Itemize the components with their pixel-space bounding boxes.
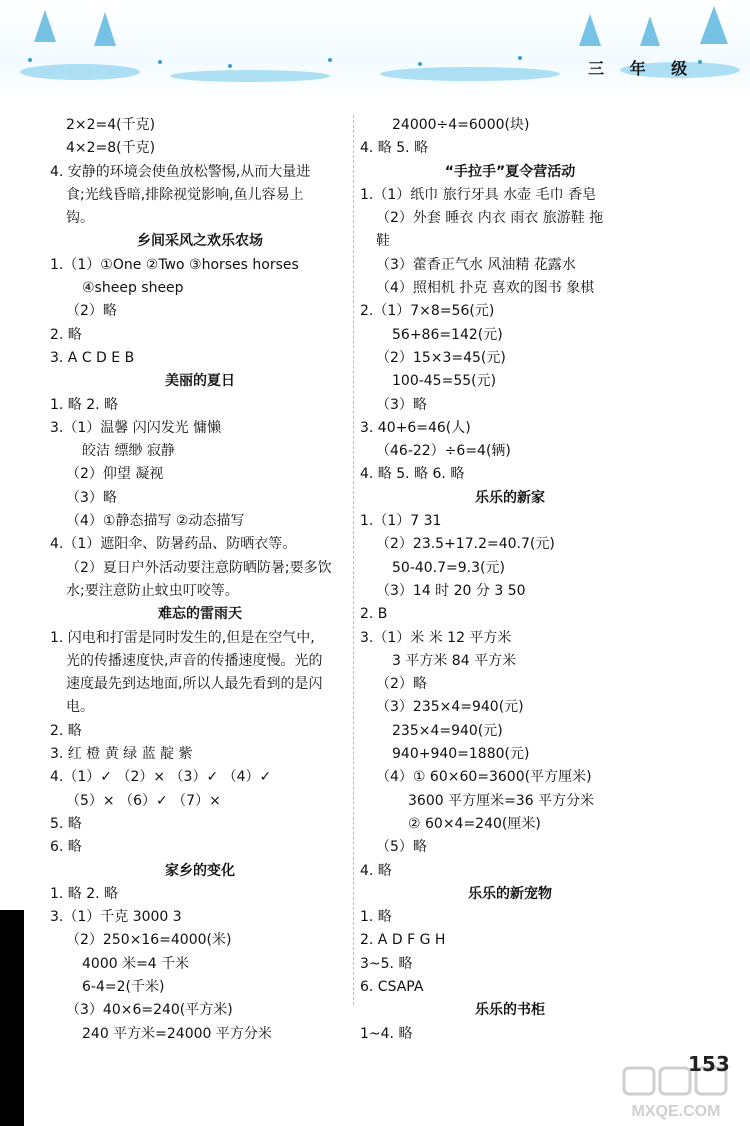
answer-line: 4×2=8(千克) [66, 140, 156, 157]
answer-line: 1. 闪电和打雷是同时发生的,但是在空气中, [50, 629, 315, 646]
section-title: 乐乐的新家 [475, 489, 545, 506]
answer-line: 6. 略 [50, 839, 82, 856]
section-title: 家乡的变化 [165, 862, 235, 879]
answer-line: 5. 略 [50, 815, 82, 832]
answer-line: 50-40.7=9.3(元) [392, 559, 505, 576]
header-decoration [0, 0, 750, 100]
left-column [50, 114, 350, 1046]
answer-line: （3）略 [376, 396, 427, 413]
answer-line: （3）235×4=940(元) [376, 699, 524, 716]
answer-line: 3.（1）千克 3000 3 [50, 909, 182, 926]
answer-line: （3）14 时 20 分 3 50 [376, 582, 526, 599]
answer-line: 3~5. 略 [360, 955, 413, 972]
header-trees-illustration [0, 0, 750, 100]
answer-line: 4. 略 5. 略 [360, 140, 429, 157]
answer-line: 1.（1）①One ②Two ③horses horses [50, 256, 299, 273]
answer-line: 1~4. 略 [360, 1025, 413, 1042]
answer-line: 6. CSAPA [360, 978, 424, 995]
answer-line: 56+86=142(元) [392, 326, 503, 343]
answer-line: （2）250×16=4000(米) [66, 932, 232, 949]
column-divider [353, 115, 354, 1005]
answer-line: 速度最先到达地面,所以人最先看到的是闪 [66, 676, 323, 693]
watermark-text: MXQE.COM [631, 1103, 721, 1120]
answer-line: （3）40×6=240(平方米) [66, 1002, 233, 1019]
answer-line: 4. 略 5. 略 6. 略 [360, 466, 465, 483]
grade-label: 三 年 级 [588, 59, 698, 78]
answer-line: 2. 略 [50, 326, 82, 343]
answer-line: 2. A D F G H [360, 932, 446, 949]
answer-line: 1.（1）纸巾 旅行牙具 水壶 毛巾 香皂 [360, 186, 597, 203]
answer-line: 3. 红 橙 黄 绿 蓝 靛 紫 [50, 746, 193, 763]
answer-line: （5）× （6）✓ （7）× [66, 792, 221, 809]
answer-line: 2. 略 [50, 722, 82, 739]
answer-line: 240 平方米=24000 平方分米 [82, 1025, 272, 1042]
section-title: 乐乐的新宠物 [468, 885, 552, 902]
answer-line: （2）夏日户外活动要注意防晒防暑;要多饮 [66, 559, 332, 576]
answer-line: （2）略 [376, 676, 427, 693]
answer-line: （4）照相机 扑克 喜欢的图书 象棋 [376, 280, 595, 297]
answer-line: 3 平方米 84 平方米 [392, 652, 517, 669]
answer-line: 皎洁 缥缈 寂静 [82, 443, 175, 460]
page-edge-shadow [0, 910, 24, 1126]
section-title: 美丽的夏日 [165, 373, 235, 390]
answer-line: 235×4=940(元) [392, 722, 503, 739]
answer-line: 2. B [360, 606, 388, 623]
answer-line: ② 60×4=240(厘米) [408, 815, 541, 832]
answer-line: （3）略 [66, 489, 117, 506]
page-number: 153 [688, 1052, 730, 1076]
answer-line: 1. 略 2. 略 [50, 885, 119, 902]
answer-line: 6-4=2(千米) [82, 978, 165, 995]
answer-line: （2）外套 睡衣 内衣 雨衣 旅游鞋 拖 [376, 210, 604, 227]
answer-line: （2）23.5+17.2=40.7(元) [376, 536, 555, 553]
answer-line: （46-22）÷6=4(辆) [376, 443, 511, 460]
answer-line: （3）藿香正气水 风油精 花露水 [376, 256, 576, 273]
answer-line: 1. 略 2. 略 [50, 396, 119, 413]
right-column [360, 114, 660, 1046]
answer-line: 1. 略 [360, 909, 392, 926]
answer-line: 2.（1）7×8=56(元) [360, 303, 495, 320]
answer-line: 1.（1）7 31 [360, 513, 442, 530]
answer-line: 3. A C D E B [50, 349, 135, 366]
answer-line: 4000 米=4 千米 [82, 955, 190, 972]
section-title: 乡间采风之欢乐农场 [137, 233, 263, 250]
answer-line: 食;光线昏暗,排除视觉影响,鱼儿容易上 [66, 186, 304, 203]
answer-line: 钩。 [66, 210, 94, 227]
answer-line: （4）①静态描写 ②动态描写 [66, 513, 245, 530]
section-title: 乐乐的书柜 [475, 1002, 545, 1019]
answer-line: （5）略 [376, 839, 427, 856]
answer-line: 4.（1）✓ （2）× （3）✓ （4）✓ [50, 769, 272, 786]
answer-line: 鞋 [376, 233, 390, 250]
answer-line: 3. 40+6=46(人) [360, 419, 471, 436]
answer-line: 940+940=1880(元) [392, 746, 530, 763]
answer-line: 4. 安静的环境会使鱼放松警惕,从而大量进 [50, 163, 311, 180]
answer-line: 3.（1）温馨 闪闪发光 慵懒 [50, 419, 222, 436]
answer-line: 100-45=55(元) [392, 373, 497, 390]
answer-line: 2×2=4(千克) [66, 117, 156, 133]
section-title: “手拉手”夏令营活动 [444, 163, 576, 180]
answer-line: ④sheep sheep [82, 280, 184, 297]
answer-line: （2）15×3=45(元) [376, 349, 506, 366]
answer-line: 电。 [66, 699, 94, 716]
answer-line: 光的传播速度快,声音的传播速度慢。光的 [66, 652, 323, 669]
answer-line: 3.（1）米 米 12 平方米 [360, 629, 512, 646]
answer-line: （4）① 60×60=3600(平方厘米) [376, 769, 592, 786]
answer-line: 24000÷4=6000(块) [392, 117, 530, 133]
answer-line: 水;要注意防止蚊虫叮咬等。 [66, 582, 239, 599]
answer-line: （2）略 [66, 303, 117, 320]
answer-line: （2）仰望 凝视 [66, 466, 164, 483]
answer-line: 4. 略 [360, 862, 392, 879]
answer-line: 4.（1）遮阳伞、防暑药品、防晒衣等。 [50, 536, 297, 553]
answer-line: 3600 平方厘米=36 平方分米 [408, 792, 595, 809]
section-title: 难忘的雷雨天 [158, 606, 242, 623]
